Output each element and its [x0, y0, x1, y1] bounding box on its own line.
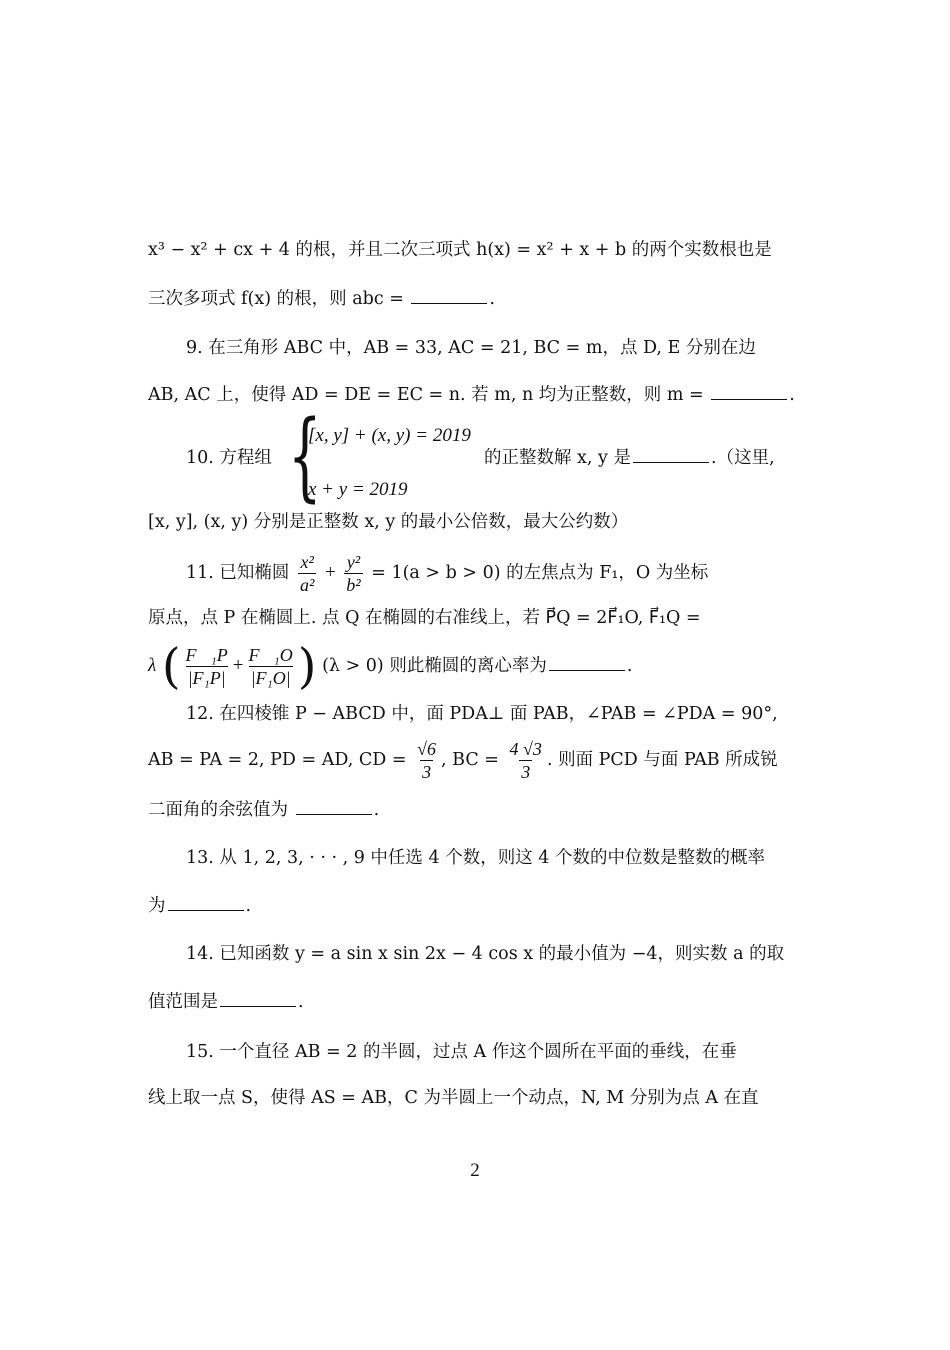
left-paren-icon: (: [161, 638, 181, 695]
answer-blank-q14[interactable]: [220, 990, 296, 1007]
answer-blank-q9[interactable]: [711, 383, 787, 400]
q9-text-2: AB, AC 上，使得 AD = DE = EC = n. 若 m, n 均为正整数，则 m =: [148, 385, 704, 405]
q11-line-2: 原点，点 P 在椭圆上. 点 Q 在椭圆的右准线上，若 P⃗Q = 2F⃗₁O, F⃗₁Q =: [148, 608, 701, 628]
q8-line-2: 三次多项式 f(x) 的根，则 abc = .: [148, 289, 496, 309]
q10-equation-2: x + y = 2019: [308, 479, 408, 500]
q9-line-2: AB, AC 上，使得 AD = DE = EC = n. 若 m, n 均为正整数，则 m = .: [148, 385, 795, 405]
q15-line-2: 线上取一点 S，使得 AS = AB，C 为半圆上一个动点，N, M 分别为点 A 在直: [148, 1088, 759, 1108]
answer-blank-q8[interactable]: [411, 287, 487, 304]
page-number: 2: [470, 1160, 480, 1181]
q13-line-2: 为 .: [148, 896, 252, 916]
right-paren-icon: ): [297, 638, 317, 695]
q8-line-1: [148, 238, 808, 262]
answer-blank-q10[interactable]: [633, 446, 709, 463]
q12-line-1: 12. 在四棱锥 P − ABCD 中，面 PDA⊥ 面 PAB，∠PAB = ∠PDA = 90°,: [186, 704, 778, 724]
q14-line-1: 14. 已知函数 y = a sin x sin 2x − 4 cos x 的最小值为 −4，则实数 a 的取: [186, 944, 785, 964]
fraction-4sqrt3-3: $\frac{4 √3}{3}$: [509, 739, 542, 782]
q13-line-1: 13. 从 1, 2, 3, · · · , 9 中任选 4 个数，则这 4 个数的中位数是整数的概率: [186, 848, 765, 868]
q10-tail: 的正整数解 x, y 是 .（这里,: [484, 448, 775, 468]
q10-line-2: [x, y], (x, y) 分别是正整数 x, y 的最小公倍数，最大公约数）: [148, 512, 629, 532]
fraction-x2-a2: $\frac{\text{x²}}{\text{a²}}$: [299, 552, 315, 595]
q8-text-2: 三次多项式 f(x) 的根，则 abc =: [148, 289, 404, 309]
q12-line-3: 二面角的余弦值为 .: [148, 800, 380, 820]
q10-label: 10. 方程组: [186, 448, 272, 468]
left-brace-icon: {: [288, 400, 322, 512]
fraction-y2-b2: $\frac{\text{y²}}{\text{b²}}$: [346, 552, 361, 595]
q14-line-2: 值范围是 .: [148, 992, 304, 1012]
fraction-sqrt6-3: $\frac{√6}{3}$: [417, 739, 437, 782]
q10-equation-1: [x, y] + (x, y) = 2019: [308, 425, 471, 446]
q9-line-1: [186, 336, 808, 360]
answer-blank-q13[interactable]: [168, 894, 244, 911]
q12-line-2: AB = PA = 2, PD = AD, CD = $\frac{√6}{3}$ , BC = $\frac{4 √3}{3}$ . 则面 PCD 与面 PAB 所成锐: [148, 739, 778, 782]
q15-line-1: 15. 一个直径 AB = 2 的半圆，过点 A 作这个圆所在平面的垂线，在垂: [186, 1042, 737, 1062]
answer-blank-q11[interactable]: [549, 654, 625, 671]
q11-line-3: λ ( $\frac{\text{F⃗₁P}}{\text{|F₁P|}}$ + $\frac{\text{F⃗₁O}}{\text{|F₁O|}}$ ) (λ > 0) 则此椭圆的离心率为 .: [148, 638, 633, 695]
q8-text-1: x³ − x² + cx + 4 的根，并且二次三项式 h(x) = x² + x + b 的两个实数根也是: [148, 240, 772, 260]
q9-text-1: 9. 在三角形 ABC 中，AB = 33, AC = 21, BC = m，点 D, E 分别在边: [186, 338, 756, 358]
q11-line-1: 11. 已知椭圆 $\frac{\text{x²}}{\text{a²}}$ + $\frac{\text{y²}}{\text{b²}}$ = 1(a > b > 0) 的左焦点为 F₁，O 为坐标: [186, 552, 709, 595]
fraction-f1o: $\frac{\text{F⃗₁O}}{\text{|F₁O|}}$: [248, 645, 293, 688]
answer-blank-q12[interactable]: [296, 798, 372, 815]
fraction-f1p: $\frac{\text{F⃗₁P}}{\text{|F₁P|}}$: [185, 645, 228, 688]
